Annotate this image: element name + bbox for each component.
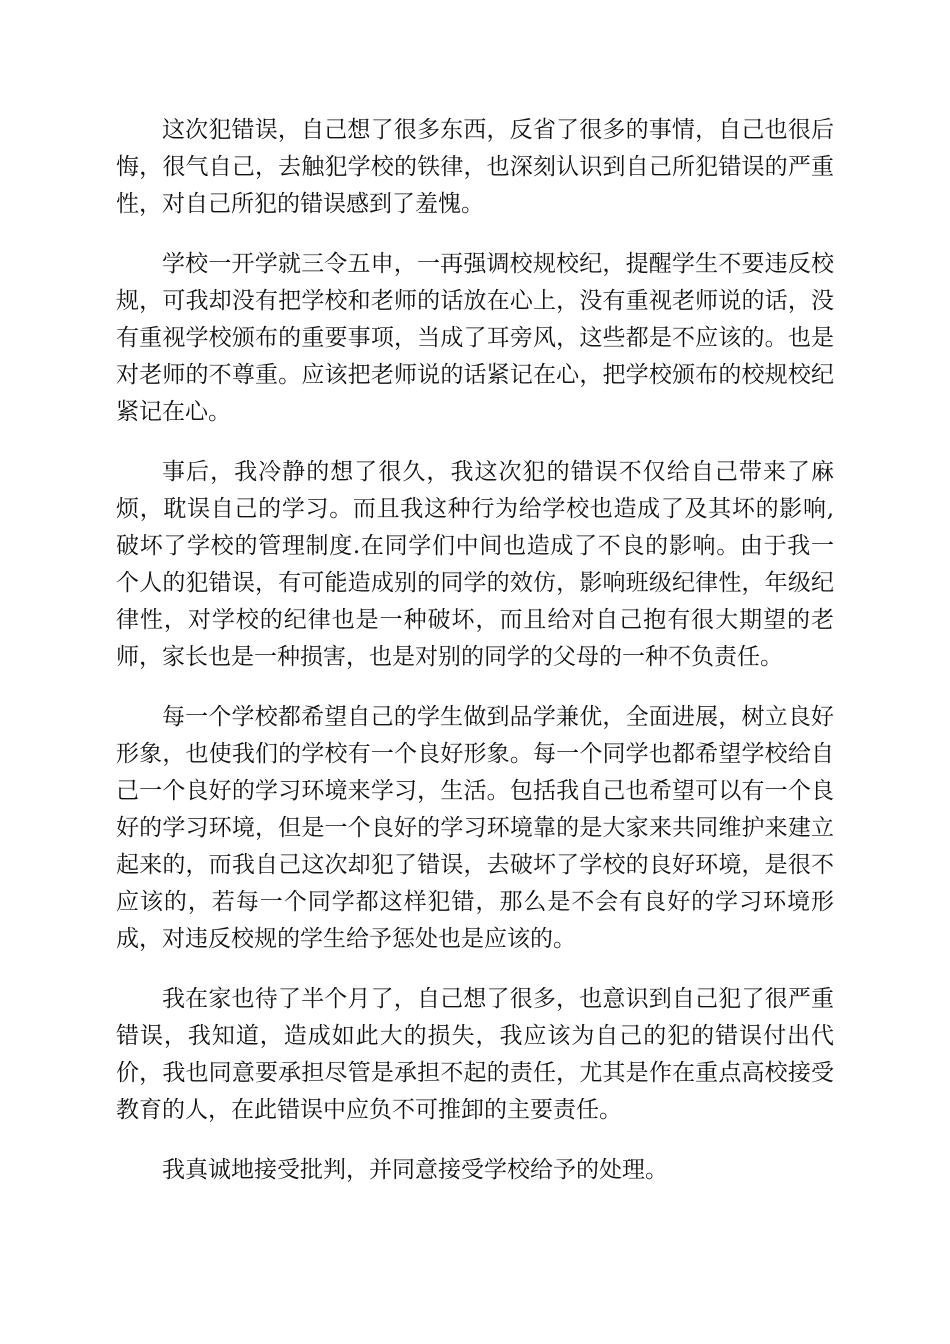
paragraph-4: 每一个学校都希望自己的学生做到品学兼优，全面进展，树立良好形象，也使我们的学校有一个良好形象。每一个同学也都希望学校给自己一个良好的学习环境来学习，生活。包括我自己也希望可以有一个良好的学习环境，但是一个良好的学习环境靠的是大家来共同维护来建立起来的，而我自己这次却犯了错误，去破坏了学校的良好环境，是很不应该的，若每一个同学都这样犯错，那么是不会有良好的学习环境形成，对违反校规的学生给予惩处也是应该的。 [116,704,834,952]
paragraph-1: 这次犯错误，自己想了很多东西，反省了很多的事情，自己也很后悔，很气自己，去触犯学校的铁律，也深刻认识到自己所犯错误的严重性，对自己所犯的错误感到了羞愧。 [116,117,834,217]
paragraph-6: 我真诚地接受批判，并同意接受学校给予的处理。 [162,1157,668,1183]
paragraph-2: 学校一开学就三令五申，一再强调校规校纪，提醒学生不要违反校规，可我却没有把学校和老师的话放在心上，没有重视老师说的话，没有重视学校颁布的重要事项，当成了耳旁风，这些都是不应该的。也是对老师的不尊重。应该把老师说的话紧记在心，把学校颁布的校规校纪紧记在心。 [116,251,834,425]
paragraph-3: 事后，我冷静的想了很久，我这次犯的错误不仅给自己带来了麻烦，耽误自己的学习。而且我这种行为给学校也造成了及其坏的影响,破坏了学校的管理制度.在同学们中间也造成了不良的影响。由于我一个人的犯错误，有可能造成别的同学的效仿，影响班级纪律性，年级纪律性，对学校的纪律也是一种破坏，而且给对自己抱有很大期望的老师，家长也是一种损害，也是对别的同学的父母的一种不负责任。 [116,459,834,670]
document-body [116,112,834,1212]
paragraph-5: 我在家也待了半个月了，自己想了很多，也意识到自己犯了很严重错误，我知道，造成如此大的损失，我应该为自己的犯的错误付出代价，我也同意要承担尽管是承担不起的责任，尤其是作在重点高校接受教育的人，在此错误中应负不可推卸的主要责任。 [116,986,834,1123]
